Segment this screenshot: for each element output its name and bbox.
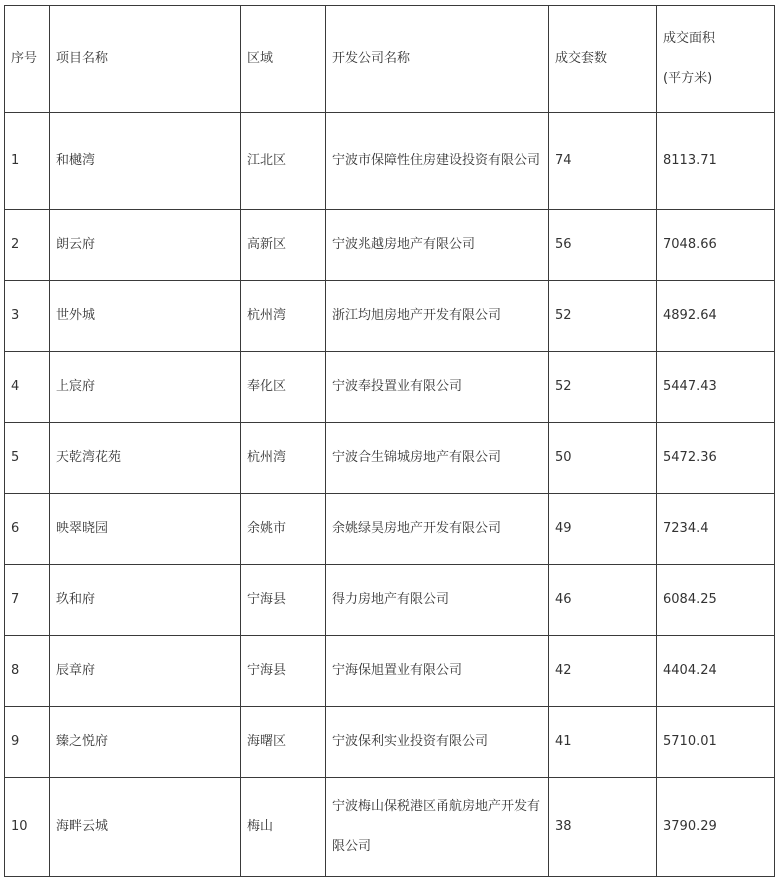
cell-area: 4892.64 (657, 281, 775, 352)
table-row (5, 352, 775, 423)
cell-area: 3790.29 (657, 778, 775, 877)
cell-units-sold: 56 (549, 210, 657, 281)
cell-district: 高新区 (241, 210, 326, 281)
cell-developer: 余姚绿昊房地产开发有限公司 (326, 494, 549, 565)
header-units-sold: 成交套数 (549, 6, 657, 113)
cell-developer: 宁波梅山保税港区甬航房地产开发有限公司 (326, 778, 549, 877)
header-area-label: 成交面积 (663, 31, 716, 46)
table-row (5, 423, 775, 494)
cell-project-name: 和樾湾 (50, 113, 241, 210)
cell-project-name: 上宸府 (50, 352, 241, 423)
cell-row-index: 2 (5, 210, 50, 281)
cell-project-name: 辰章府 (50, 636, 241, 707)
cell-row-index: 1 (5, 113, 50, 210)
cell-project-name: 朗云府 (50, 210, 241, 281)
cell-units-sold: 38 (549, 778, 657, 877)
cell-area: 6084.25 (657, 565, 775, 636)
cell-row-index: 8 (5, 636, 50, 707)
header-district: 区域 (241, 6, 326, 113)
cell-developer: 宁波兆越房地产有限公司 (326, 210, 549, 281)
table-row (5, 565, 775, 636)
cell-units-sold: 52 (549, 281, 657, 352)
cell-area: 5447.43 (657, 352, 775, 423)
cell-row-index: 9 (5, 707, 50, 778)
cell-developer: 浙江均旭房地产开发有限公司 (326, 281, 549, 352)
cell-row-index: 4 (5, 352, 50, 423)
cell-row-index: 5 (5, 423, 50, 494)
cell-project-name: 海畔云城 (50, 778, 241, 877)
table-row (5, 281, 775, 352)
header-area-unit: (平方米) (663, 71, 713, 86)
cell-district: 杭州湾 (241, 281, 326, 352)
table-row (5, 636, 775, 707)
cell-units-sold: 46 (549, 565, 657, 636)
table-row (5, 113, 775, 210)
cell-area: 7048.66 (657, 210, 775, 281)
header-project-name: 项目名称 (50, 6, 241, 113)
cell-units-sold: 49 (549, 494, 657, 565)
cell-row-index: 3 (5, 281, 50, 352)
cell-developer: 宁波市保障性住房建设投资有限公司 (326, 113, 549, 210)
cell-developer: 宁海保旭置业有限公司 (326, 636, 549, 707)
cell-units-sold: 42 (549, 636, 657, 707)
cell-project-name: 臻之悦府 (50, 707, 241, 778)
cell-units-sold: 74 (549, 113, 657, 210)
cell-project-name: 世外城 (50, 281, 241, 352)
cell-project-name: 玖和府 (50, 565, 241, 636)
table-row (5, 707, 775, 778)
cell-district: 海曙区 (241, 707, 326, 778)
cell-district: 宁海县 (241, 565, 326, 636)
cell-area: 7234.4 (657, 494, 775, 565)
cell-row-index: 10 (5, 778, 50, 877)
cell-row-index: 6 (5, 494, 50, 565)
cell-district: 江北区 (241, 113, 326, 210)
header-developer: 开发公司名称 (326, 6, 549, 113)
cell-district: 余姚市 (241, 494, 326, 565)
cell-area: 8113.71 (657, 113, 775, 210)
cell-developer: 宁波合生锦城房地产有限公司 (326, 423, 549, 494)
sales-table (4, 5, 775, 877)
cell-area: 5472.36 (657, 423, 775, 494)
header-row (5, 6, 775, 113)
cell-row-index: 7 (5, 565, 50, 636)
cell-district: 宁海县 (241, 636, 326, 707)
cell-district: 奉化区 (241, 352, 326, 423)
header-index: 序号 (5, 6, 50, 113)
cell-developer: 宁波奉投置业有限公司 (326, 352, 549, 423)
table-row (5, 494, 775, 565)
cell-project-name: 映翠晓园 (50, 494, 241, 565)
cell-units-sold: 41 (549, 707, 657, 778)
cell-units-sold: 50 (549, 423, 657, 494)
header-area (657, 6, 775, 113)
table-row (5, 778, 775, 877)
table-row (5, 210, 775, 281)
cell-area: 5710.01 (657, 707, 775, 778)
cell-developer: 宁波保利实业投资有限公司 (326, 707, 549, 778)
cell-units-sold: 52 (549, 352, 657, 423)
cell-district: 杭州湾 (241, 423, 326, 494)
cell-project-name: 天乾湾花苑 (50, 423, 241, 494)
cell-area: 4404.24 (657, 636, 775, 707)
cell-developer: 得力房地产有限公司 (326, 565, 549, 636)
cell-district: 梅山 (241, 778, 326, 877)
